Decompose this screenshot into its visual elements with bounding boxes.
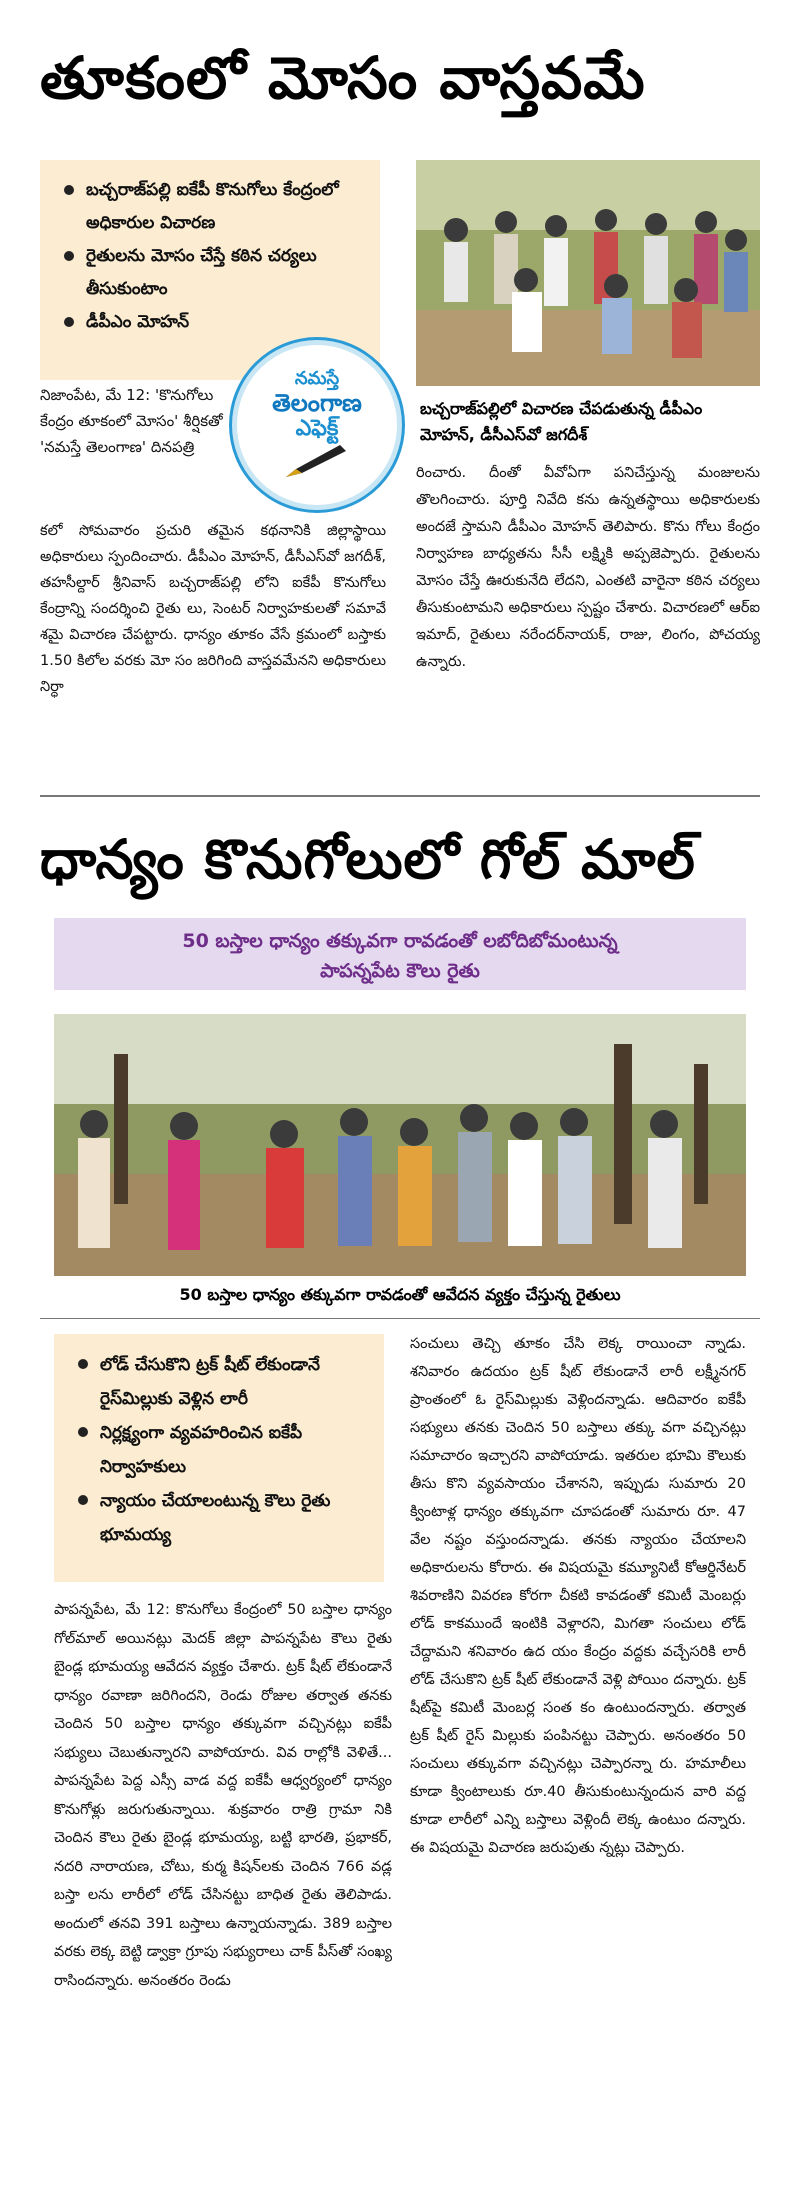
officials-inquiry-photo	[416, 160, 760, 386]
story2-photo	[54, 1014, 746, 1276]
story1-highlight-item: డీపీఎం మోహన్	[62, 306, 364, 339]
story1-column-1-narrow: నిజాంపేట, మే 12: 'కొనుగోలు కేంద్రం తూకంలో మోసం' శీర్షికతో 'నమస్తే తెలంగాణ' దినపత్రి	[40, 386, 223, 456]
badge-line-1: నమస్తే	[294, 368, 340, 389]
story1-photo	[416, 160, 760, 386]
story1-photo-caption: బచ్చరాజ్‌పల్లిలో విచారణ చేపడుతున్న డీపీఎం మోహన్, డీసీఎస్‌వో జగదీశ్	[420, 399, 703, 444]
story2-subhead-banner	[54, 918, 746, 990]
story2-column-2: సంచులు తెచ్చి తూకం చేసి లెక్క రాయించా న్నాడు. శనివారం ఉదయం ట్రక్ షీట్ లేకుండానే లారీ లక్ష్మీనగర్ ప్రాంతంలో ఓ రైస్‌మిల్లుకు వెళ్లిందన్నాడు. ఆదివారం ఐకేపీ సభ్యులు తనకు చెందిన 50 బస్తాలు తక్కు వగా వచ్చినట్లు సమాచారం ఇచ్చారని వాపోయాడు. ఇతరుల భూమి కౌలుకు తీసు కొని వ్యవసాయం చేశానని, ఇప్పుడు సుమారు 20 క్వింటాళ్ల ధాన్యం తక్కువగా చూపడంతో సుమారు రూ. 47 వేల నష్టం వస్తుందన్నాడు. తనకు న్యాయం చేయాలని అధికారులను కోరారు. ఈ విషయమై కమ్యూనిటీ కోఆర్డినేటర్ శివరాణిని వివరణ కోరగా చీకటి కావడంతో కమిటీ మెంబర్లు లోడ్ కాకముందే ఇంటికి వెళ్లారని, మిగతా సంచులు లోడ్ చేద్దామని శనివారం ఉద యం కేంద్రం వద్దకు వచ్చేసరికి లారీ లోడ్ చేసుకొని ట్రక్ షీట్ లేకుండానే వెళ్లి పోయిం దన్నారు. ట్రక్ షీట్‌పై కమిటీ మెంబర్ల సంత కం ఉంటుందన్నారు. తర్వాత ట్రక్ షీట్ రైస్ మిల్లుకు పంపినట్టు చెప్పారు. అనంతరం 50 సంచులు తక్కువగా వచ్చినట్లు చెప్పారన్నా రు. హమాలీలు కూడా క్వింటాలుకు రూ.40 తీసుకుంటున్నందున వారి వద్ద కూడా లారీలో ఎన్ని బస్తాలు వెళ్లిందీ లెక్క ఉంటుం దన్నారు. ఈ విషయమై విచారణ జరుపుతు న్నట్లు చెప్పారు.	[410, 1336, 746, 1856]
story2-headline: ధాన్యం కొనుగోలులో గోల్ మాల్	[40, 828, 696, 891]
story2-photo-caption: 50 బస్తాల ధాన్యం తక్కువగా రావడంతో ఆవేదన వ్యక్తం చేస్తున్న రైతులు	[179, 1285, 621, 1304]
story2-highlight-item: నిర్లక్ష్యంగా వ్యవహరించిన ఐకేపీ నిర్వాహకులు	[76, 1416, 368, 1484]
badge-line-2: తెలంగాణ	[272, 389, 362, 417]
namaste-telangana-effect-badge	[232, 340, 402, 510]
story2-subhead-line-1: 50 బస్తాల ధాన్యం తక్కువగా రావడంతో లబోదిబోమంటున్న	[182, 930, 618, 952]
story2-highlight-item: న్యాయం చేయాలంటున్న కౌలు రైతు భూమయ్య	[76, 1484, 368, 1552]
fountain-pen-icon	[282, 441, 352, 481]
story2-subhead-line-2: పాపన్నపేట కౌలు రైతు	[320, 960, 480, 982]
story2-column-1: పాపన్నపేట, మే 12: కొనుగోలు కేంద్రంలో 50 బస్తాల ధాన్యం గోల్‌మాల్ అయినట్లు మెదక్ జిల్లా పాపన్నపేట కౌలు రైతు బైండ్ల భూమయ్య ఆవేదన వ్యక్తం చేశారు. ట్రక్ షీట్ లేకుండానే ధాన్యం రవాణా జరిగిందని, రెండు రోజుల తర్వాత తనకు చెందిన 50 బస్తాల ధాన్యం తక్కువగా వచ్చినట్లు ఐకేపీ సభ్యులు చెబుతున్నారని వాపోయారు. వివ రాల్లోకి వెళితే... పాపన్నపేట పెద్ద ఎస్సీ వాడ వద్ద ఐకేపీ ఆధ్వర్యంలో ధాన్యం కొనుగోళ్లు జరుగుతున్నాయి. శుక్రవారం రాత్రి గ్రామా నికి చెందిన కౌలు రైతు బైండ్ల భూమయ్య, బట్టి భారతి, ప్రభాకర్, నదరి నారాయణ, చోటు, కుర్మ కిషన్‌లకు చెందిన 766 వడ్ల బస్తా లను లారీలో లోడ్ చేసినట్టు బాధిత రైతు తెలిపాడు. అందులో తనవి 391 బస్తాలు ఉన్నాయన్నాడు. 389 బస్తాల వరకు లెక్క బెట్టి డ్వాక్రా గ్రూపు సభ్యురాలు చాక్ పీస్‌తో సంఖ్య రాసిందన్నారు. అనంతరం రెండు	[54, 1602, 392, 1989]
farmers-protest-photo	[54, 1014, 746, 1276]
story2-highlight-item: లోడ్ చేసుకొని ట్రక్ షీట్ లేకుండానే రైస్‌మిల్లుకు వెళ్లిన లారీ	[76, 1348, 368, 1416]
story1-column-1: కలో సోమవారం ప్రచురి తమైన కథనానికి జిల్లాస్థాయి అధికారులు స్పందించారు. డీపీఎం మోహన్, డీసీఎస్‌వో జగదీశ్, తహసీల్దార్ శ్రీనివాస్ బచ్చరాజ్‌పల్లి లోని ఐకేపీ కొనుగోలు కేంద్రాన్ని సందర్శించి రైతు లు, సెంటర్ నిర్వాహకులతో సమావే శమై విచారణ చేపట్టారు. ధాన్యం తూకం వేసే క్రమంలో బస్తాకు 1.50 కిలోల వరకు మో సం జరిగింది వాస్తవమేనని అధికారులు నిర్ధా	[40, 523, 386, 695]
story1-headline: తూకంలో మోసం వాస్తవమే	[40, 44, 646, 112]
story1-highlight-item: బచ్చరాజ్‌పల్లి ఐకేపీ కొనుగోలు కేంద్రంలో అధికారుల విచారణ	[62, 174, 364, 240]
story1-highlight-item: రైతులను మోసం చేస్తే కఠిన చర్యలు తీసుకుంటాం	[62, 240, 364, 306]
badge-line-3: ఎఫెక్ట్	[295, 416, 339, 441]
story1-column-2: రించారు. దీంతో వీవోఏగా పనిచేస్తున్న మంజులను తొలగించారు. పూర్తి నివేది కను ఉన్నతస్థాయి అధికారులకు అందజే స్తామని డీపీఎం మోహన్ తెలిపారు. కొను గోలు కేంద్రం నిర్వాహణ బాధ్యతను సీసీ లక్ష్మికి అప్పజెప్పారు. రైతులను మోసం చేస్తే ఊరుకునేది లేదని, ఎంతటి వారైనా కఠిన చర్యలు తీసుకుంటామని అధికారులు స్పష్టం చేశారు. విచారణలో ఆర్‌ఐ ఇమాద్, రైతులు నరేందర్‌నాయక్, రాజు, లింగం, పోచయ్య ఉన్నారు.	[416, 465, 760, 670]
story2-highlights-box	[54, 1334, 384, 1582]
caption-divider	[40, 1318, 760, 1319]
section-divider	[40, 795, 760, 797]
